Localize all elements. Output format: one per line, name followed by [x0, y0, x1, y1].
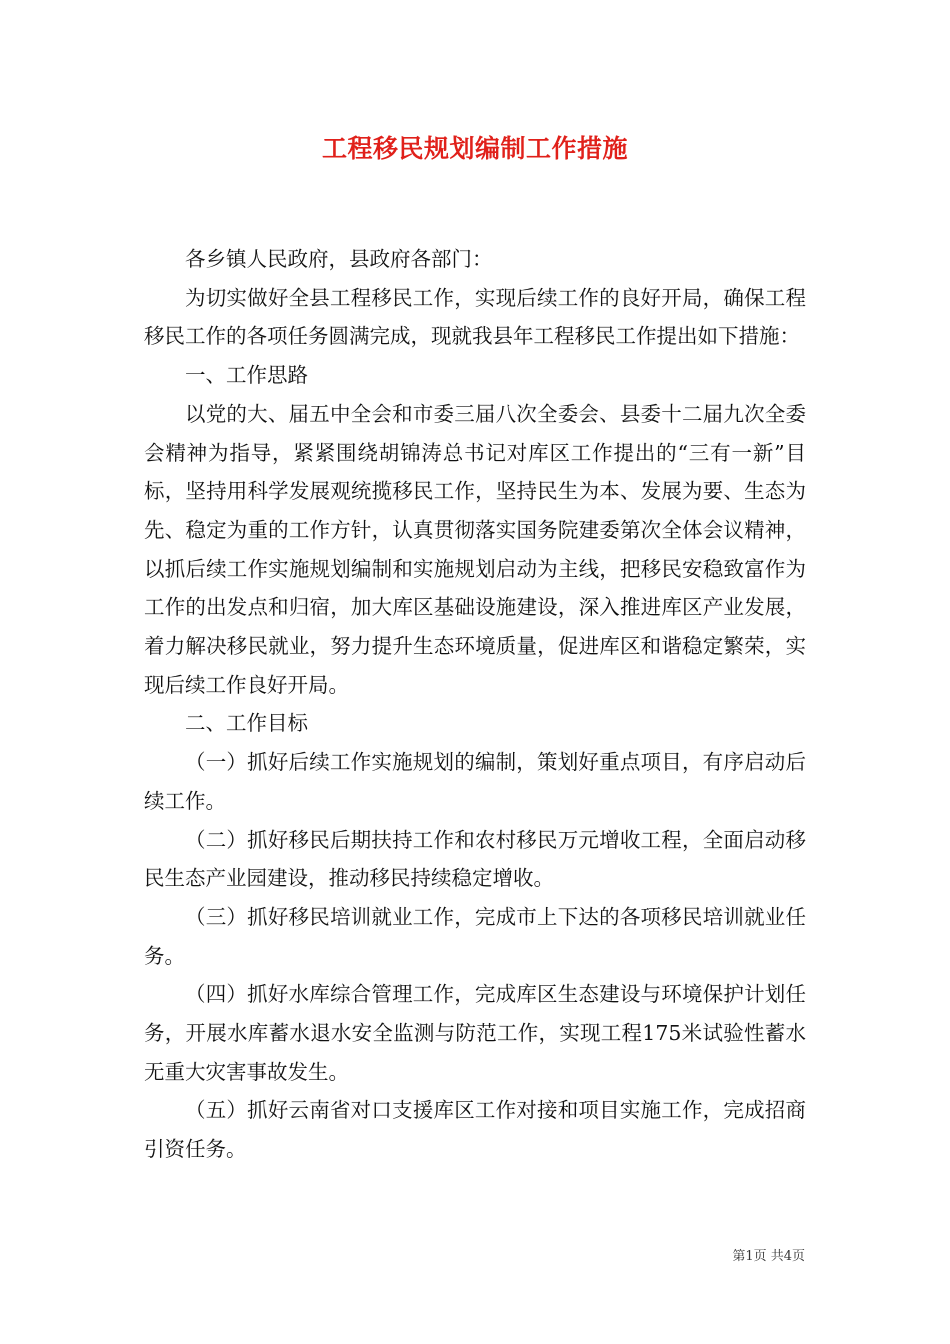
salutation: 各乡镇人民政府，县政府各部门： — [185, 247, 493, 271]
page-title: 工程移民规划编制工作措施 — [321, 134, 628, 163]
section-heading-2: 二、工作目标 — [185, 711, 308, 736]
work-approach-paragraph: 以党的大、届五中全会和市委三届八次全委会、县委十二届九次全委会精神为指导，紧紧围绕胡锦涛总书记对库区工作提出的“三有一新”目标，坚持用科学发展观统揽移民工作，坚持民生为本、发展为要、生态为先、稳定为重的工作方针，认真贯彻落实国务院建委第次全体会议精神，以抓后续工作实施规划编制和实施规划启动为主线，把移民安稳致富作为工作的出发点和归宿，加大库区基础设施建设，深入推进库区产业发展，着力解决移民就业，努力提升生态环境质量，促进库区和谐稳定繁荣，实现后续工作良好开局。 — [144, 401, 806, 697]
page-number-footer: 第1页 共4页 — [732, 1249, 805, 1264]
document-body — [144, 240, 806, 1169]
goal-item-3: （三）抓好移民培训就业工作，完成市上下达的各项移民培训就业任务。 — [144, 904, 806, 968]
intro-paragraph: 为切实做好全县工程移民工作，实现后续工作的良好开局，确保工程移民工作的各项任务圆满完成，现就我县年工程移民工作提出如下措施： — [144, 285, 806, 349]
section-heading-1: 一、工作思路 — [185, 363, 308, 388]
goal-item-1: （一）抓好后续工作实施规划的编制，策划好重点项目，有序启动后续工作。 — [144, 750, 806, 813]
goal-item-5: （五）抓好云南省对口支援库区工作对接和项目实施工作，完成招商引资任务。 — [144, 1098, 806, 1162]
goal-item-4: （四）抓好水库综合管理工作，完成库区生态建设与环境保护计划任务，开展水库蓄水退水安全监测与防范工作，实现工程175米试验性蓄水无重大灾害事故发生。 — [144, 982, 806, 1084]
goal-item-2: （二）抓好移民后期扶持工作和农村移民万元增收工程，全面启动移民生态产业园建设，推动移民持续稳定增收。 — [144, 827, 806, 891]
